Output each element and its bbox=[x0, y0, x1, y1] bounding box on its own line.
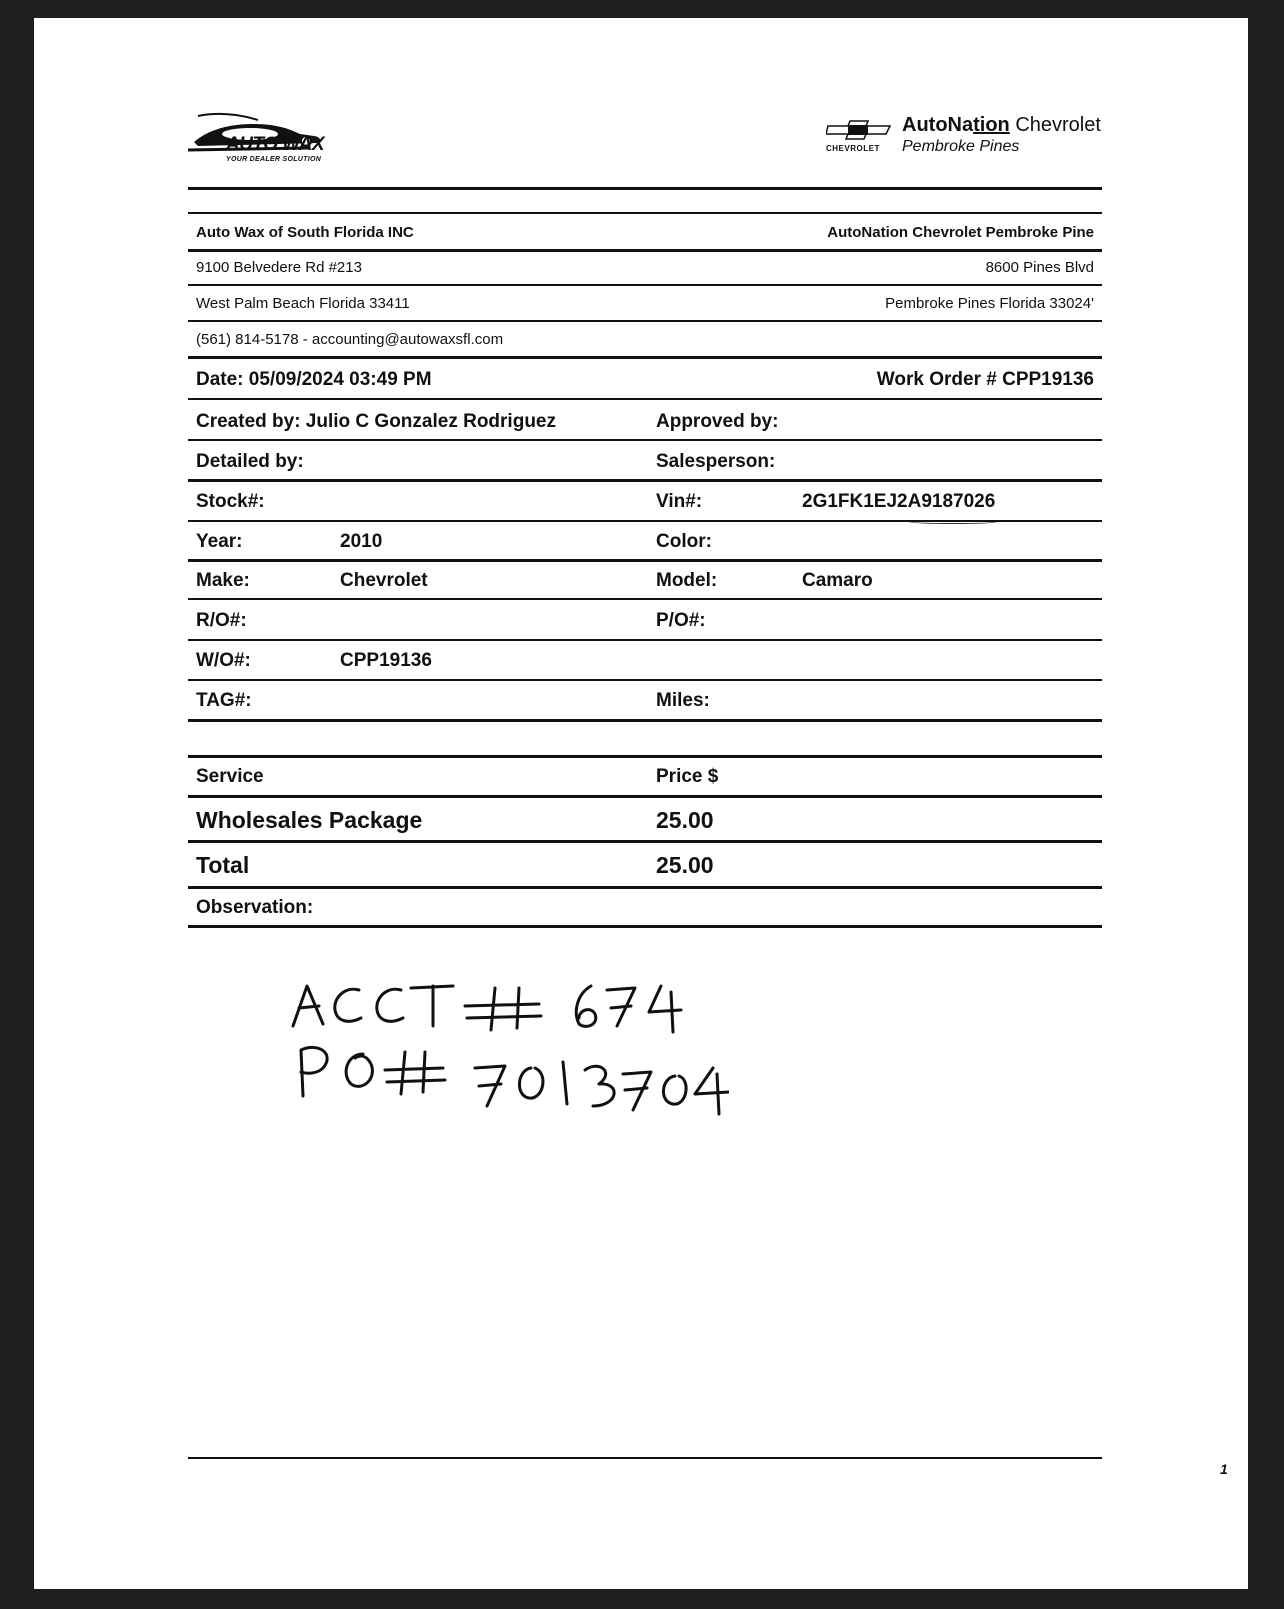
document-page bbox=[34, 18, 1248, 1589]
divider bbox=[188, 356, 1102, 359]
vendor-contact: (561) 814-5178 - accounting@autowaxsfl.com bbox=[196, 331, 504, 348]
brand-part-c: Chevrolet bbox=[1009, 114, 1101, 136]
divider bbox=[188, 284, 1102, 286]
header-divider bbox=[188, 187, 1102, 190]
total-label: Total bbox=[196, 852, 250, 878]
divider bbox=[188, 249, 1102, 252]
divider bbox=[188, 840, 1102, 843]
year-label: Year: bbox=[196, 531, 243, 552]
miles-label: Miles: bbox=[656, 690, 710, 711]
vendor-street: 9100 Belvedere Rd #213 bbox=[196, 259, 362, 276]
divider bbox=[188, 886, 1102, 889]
year-value: 2010 bbox=[340, 531, 383, 552]
ro-label: R/O#: bbox=[196, 610, 247, 631]
chevrolet-wordmark: CHEVROLET bbox=[826, 144, 880, 153]
divider bbox=[188, 479, 1102, 482]
detailed-by-label: Detailed by: bbox=[196, 451, 304, 472]
order-date: Date: 05/09/2024 03:49 PM bbox=[196, 369, 432, 390]
divider bbox=[188, 755, 1102, 758]
divider bbox=[188, 598, 1102, 600]
auto-wax-tagline: YOUR DEALER SOLUTION bbox=[226, 156, 322, 163]
model-label: Model: bbox=[656, 570, 718, 591]
make-label: Make: bbox=[196, 570, 250, 591]
price-header: Price $ bbox=[656, 766, 719, 787]
model-value: Camaro bbox=[802, 570, 873, 591]
customer-city: Pembroke Pines Florida 33024' bbox=[885, 295, 1094, 312]
brand-part-a: AutoNa bbox=[902, 114, 974, 136]
observation-label: Observation: bbox=[196, 897, 314, 918]
tag-label: TAG#: bbox=[196, 690, 252, 711]
divider bbox=[188, 559, 1102, 562]
chevrolet-bowtie-icon bbox=[826, 120, 892, 140]
approved-by-label: Approved by: bbox=[656, 411, 779, 432]
divider bbox=[188, 639, 1102, 641]
work-order-number: Work Order # CPP19136 bbox=[876, 369, 1094, 390]
vendor-name: Auto Wax of South Florida INC bbox=[196, 224, 414, 241]
vin-value: 2G1FK1EJ2A9187026 bbox=[802, 491, 996, 512]
divider bbox=[188, 439, 1102, 441]
footer-divider bbox=[188, 1457, 1102, 1459]
service-price: 25.00 bbox=[656, 807, 714, 833]
stock-label: Stock#: bbox=[196, 491, 265, 512]
divider bbox=[188, 520, 1102, 522]
divider bbox=[188, 719, 1102, 722]
dealer-location: Pembroke Pines bbox=[902, 138, 1020, 155]
divider bbox=[188, 212, 1102, 214]
total-value: 25.00 bbox=[656, 852, 714, 878]
wo-label: W/O#: bbox=[196, 650, 251, 671]
divider bbox=[188, 925, 1102, 928]
make-value: Chevrolet bbox=[340, 570, 428, 591]
divider bbox=[188, 679, 1102, 681]
autonation-chevrolet-logo bbox=[826, 114, 1101, 164]
po-label: P/O#: bbox=[656, 610, 706, 631]
page-number: 1 bbox=[1220, 1461, 1228, 1477]
handwritten-note bbox=[289, 978, 729, 1123]
brand-part-b: tion bbox=[973, 114, 1010, 136]
color-label: Color: bbox=[656, 531, 712, 552]
created-by: Created by: Julio C Gonzalez Rodriguez bbox=[196, 411, 556, 432]
handwriting-strokes bbox=[289, 978, 729, 1118]
wo-value: CPP19136 bbox=[340, 650, 432, 671]
vin-label: Vin#: bbox=[656, 491, 703, 512]
auto-wax-logo bbox=[188, 108, 328, 178]
customer-name: AutoNation Chevrolet Pembroke Pine bbox=[827, 224, 1094, 241]
divider bbox=[188, 398, 1102, 400]
service-name: Wholesales Package bbox=[196, 807, 423, 833]
divider bbox=[188, 320, 1102, 322]
auto-wax-wordmark: AUTO WAX bbox=[226, 134, 325, 155]
service-header: Service bbox=[196, 766, 264, 787]
vendor-city: West Palm Beach Florida 33411 bbox=[196, 295, 410, 312]
divider bbox=[188, 795, 1102, 798]
salesperson-label: Salesperson: bbox=[656, 451, 776, 472]
customer-street: 8600 Pines Blvd bbox=[985, 259, 1094, 276]
autonation-wordmark bbox=[902, 114, 1101, 137]
